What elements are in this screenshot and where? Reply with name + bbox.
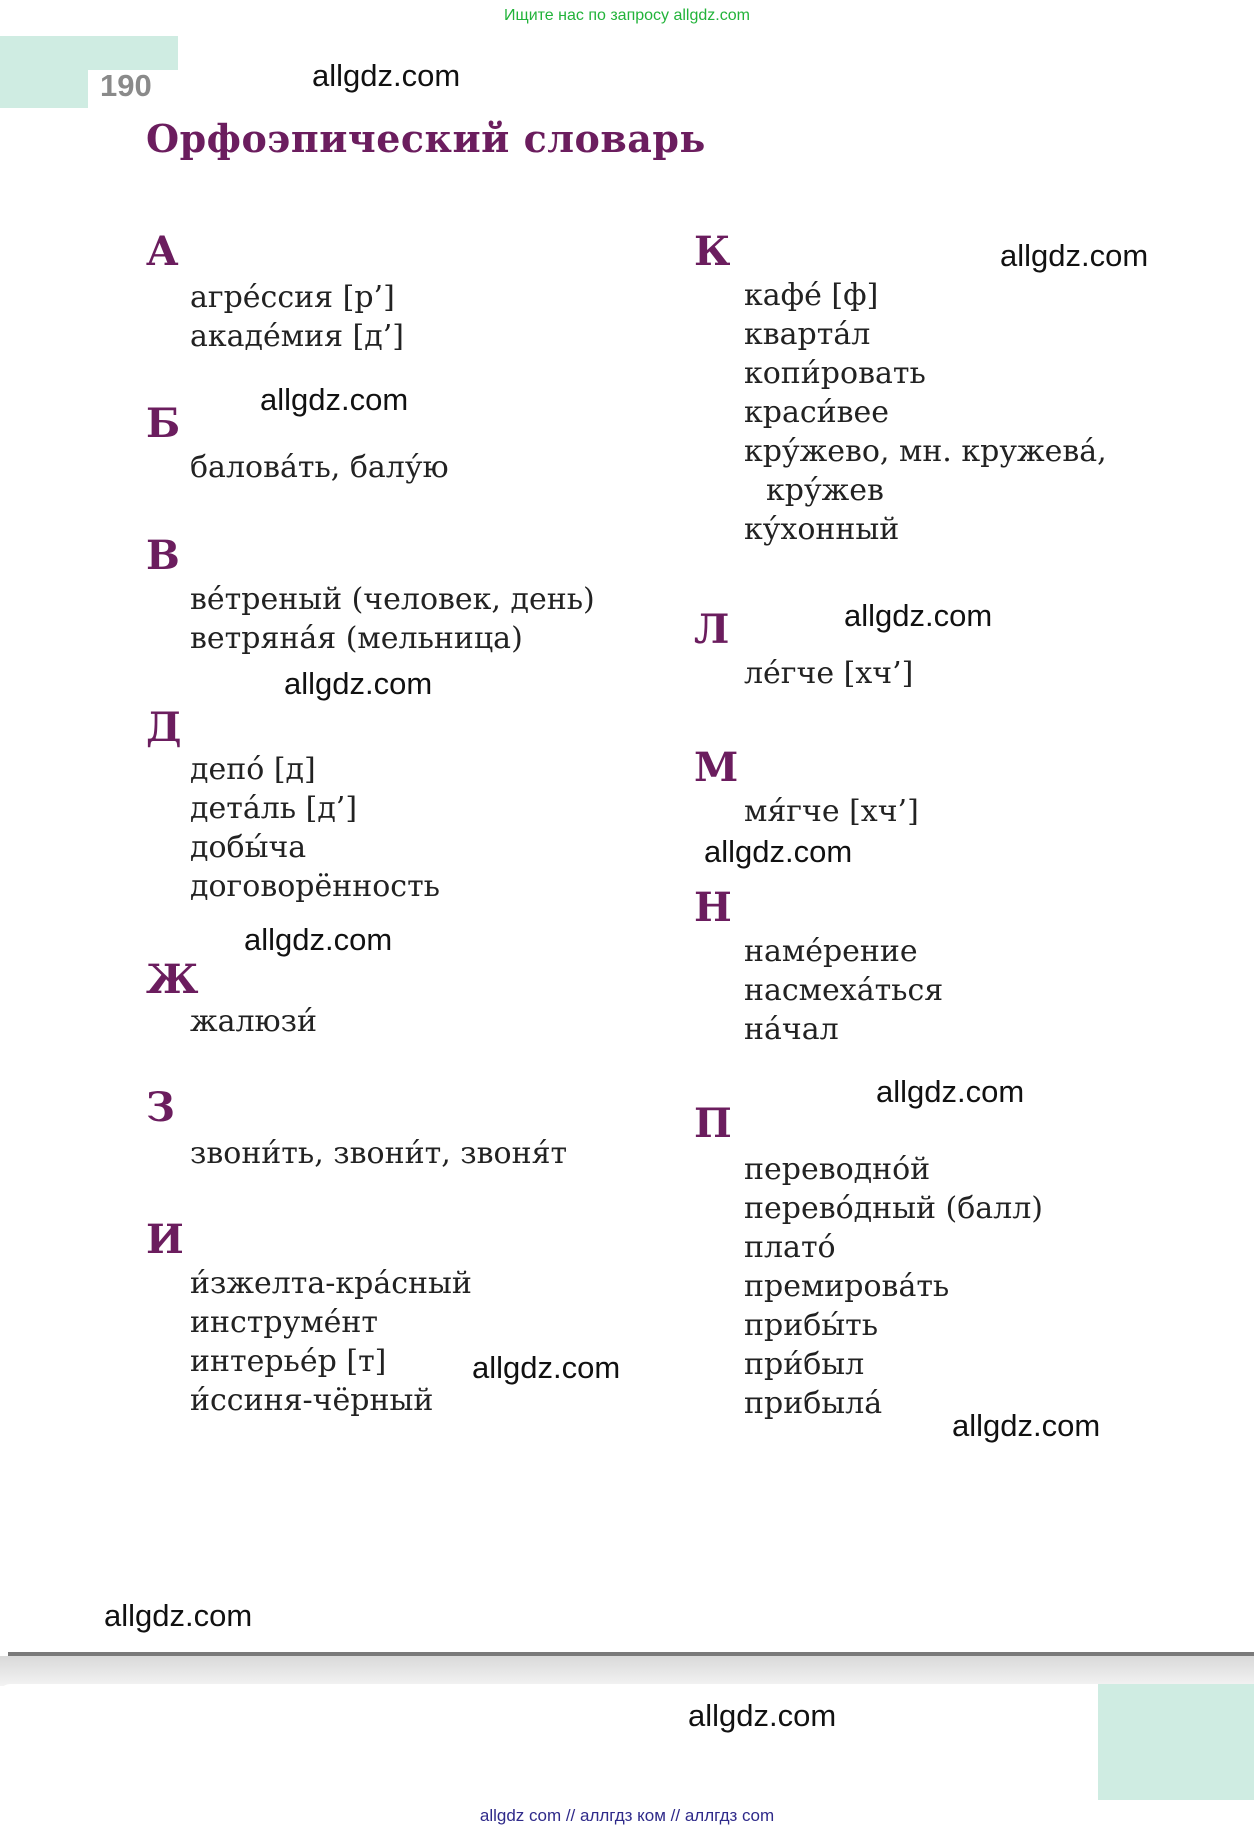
list-item: инструме́нт bbox=[190, 1305, 378, 1340]
list-item: кру́жев bbox=[766, 473, 884, 508]
watermark: allgdz.com bbox=[104, 1598, 253, 1633]
letter-heading-zh: Ж bbox=[146, 956, 199, 1003]
entries-p bbox=[744, 1150, 1043, 1423]
letter-heading-b: Б bbox=[146, 400, 181, 447]
letter-heading-n: Н bbox=[694, 884, 732, 931]
letter-heading-i: И bbox=[146, 1216, 184, 1263]
list-item: наме́рение bbox=[744, 934, 918, 969]
list-item: прибыла́ bbox=[744, 1386, 883, 1421]
watermark: allgdz.com bbox=[876, 1074, 1025, 1109]
footer-links[interactable]: allgdz com // аллгдз ком // аллгдз com bbox=[479, 1806, 775, 1825]
entries-l bbox=[744, 654, 913, 693]
list-item: перево́дный (балл) bbox=[744, 1191, 1044, 1226]
list-item: премирова́ть bbox=[744, 1269, 950, 1304]
letter-heading-v: В bbox=[146, 532, 180, 579]
list-item: ве́треный (человек, день) bbox=[190, 582, 595, 617]
list-item: и́ссиня-чёрный bbox=[190, 1383, 434, 1418]
list-item: интерье́р [т] bbox=[190, 1344, 387, 1379]
entries-a bbox=[190, 278, 404, 356]
watermark: allgdz.com bbox=[1000, 238, 1149, 273]
list-item: балова́ть, балу́ю bbox=[190, 450, 449, 485]
list-item: агре́ссия [р’] bbox=[190, 280, 395, 315]
entries-v bbox=[190, 580, 595, 658]
watermark: allgdz.com bbox=[844, 598, 993, 633]
list-item: кру́жево, мн. кружева́, bbox=[744, 434, 1107, 469]
list-item: жалюзи́ bbox=[190, 1004, 318, 1039]
entries-z bbox=[190, 1134, 567, 1173]
watermark: allgdz.com bbox=[952, 1408, 1101, 1443]
list-item: мя́гче [хч’] bbox=[744, 794, 919, 829]
letter-heading-d: Д bbox=[146, 704, 182, 751]
watermark: allgdz.com bbox=[312, 58, 461, 93]
list-item: добы́ча bbox=[190, 830, 307, 865]
page-title: Орфоэпический словарь bbox=[146, 116, 706, 161]
list-item: прибы́ть bbox=[744, 1308, 879, 1343]
letter-heading-m: М bbox=[694, 744, 739, 791]
entries-n bbox=[744, 932, 943, 1049]
entries-i bbox=[190, 1264, 472, 1420]
list-item: звони́ть, звони́т, звоня́т bbox=[190, 1136, 568, 1171]
list-item: насмеха́ться bbox=[744, 973, 944, 1008]
list-item: при́был bbox=[744, 1347, 865, 1382]
watermark: allgdz.com bbox=[284, 666, 433, 701]
list-item: ветряна́я (мельница) bbox=[190, 621, 523, 656]
page-gap bbox=[0, 1656, 1254, 1686]
watermark: allgdz.com bbox=[688, 1698, 837, 1733]
next-page-corner-tab bbox=[1098, 1684, 1254, 1800]
letter-heading-l: Л bbox=[694, 606, 730, 653]
letter-heading-k: К bbox=[694, 228, 731, 275]
list-item: на́чал bbox=[744, 1012, 839, 1047]
letter-heading-p: П bbox=[694, 1100, 732, 1147]
letter-heading-z: З bbox=[146, 1084, 175, 1131]
list-item: краси́вее bbox=[744, 395, 890, 430]
list-item: ку́хонный bbox=[744, 512, 900, 547]
list-item: акаде́мия [д’] bbox=[190, 319, 404, 354]
watermark: allgdz.com bbox=[704, 834, 853, 869]
watermark: allgdz.com bbox=[244, 922, 393, 957]
watermark: allgdz.com bbox=[472, 1350, 621, 1385]
list-item: дета́ль [д’] bbox=[190, 791, 358, 826]
entries-k bbox=[744, 276, 1107, 549]
list-item: депо́ [д] bbox=[190, 752, 316, 787]
list-item: и́зжелта-кра́сный bbox=[190, 1266, 472, 1301]
list-item: кафе́ [ф] bbox=[744, 278, 879, 313]
entries-b bbox=[190, 448, 449, 487]
list-item: переводно́й bbox=[744, 1152, 931, 1187]
letter-heading-a: А bbox=[146, 228, 179, 275]
entries-zh bbox=[190, 1002, 317, 1041]
list-item: договорённость bbox=[190, 869, 441, 904]
top-banner[interactable]: Ищите нас по запросу allgdz.com bbox=[504, 7, 750, 24]
page-number: 190 bbox=[100, 68, 152, 103]
entries-d bbox=[190, 750, 440, 906]
watermark: allgdz.com bbox=[260, 382, 409, 417]
entries-m bbox=[744, 792, 919, 831]
list-item: кварта́л bbox=[744, 317, 871, 352]
list-item: копи́ровать bbox=[744, 356, 926, 391]
list-item: ле́гче [хч’] bbox=[744, 656, 914, 691]
page-divider bbox=[8, 1652, 1254, 1656]
list-item: плато́ bbox=[744, 1230, 836, 1265]
